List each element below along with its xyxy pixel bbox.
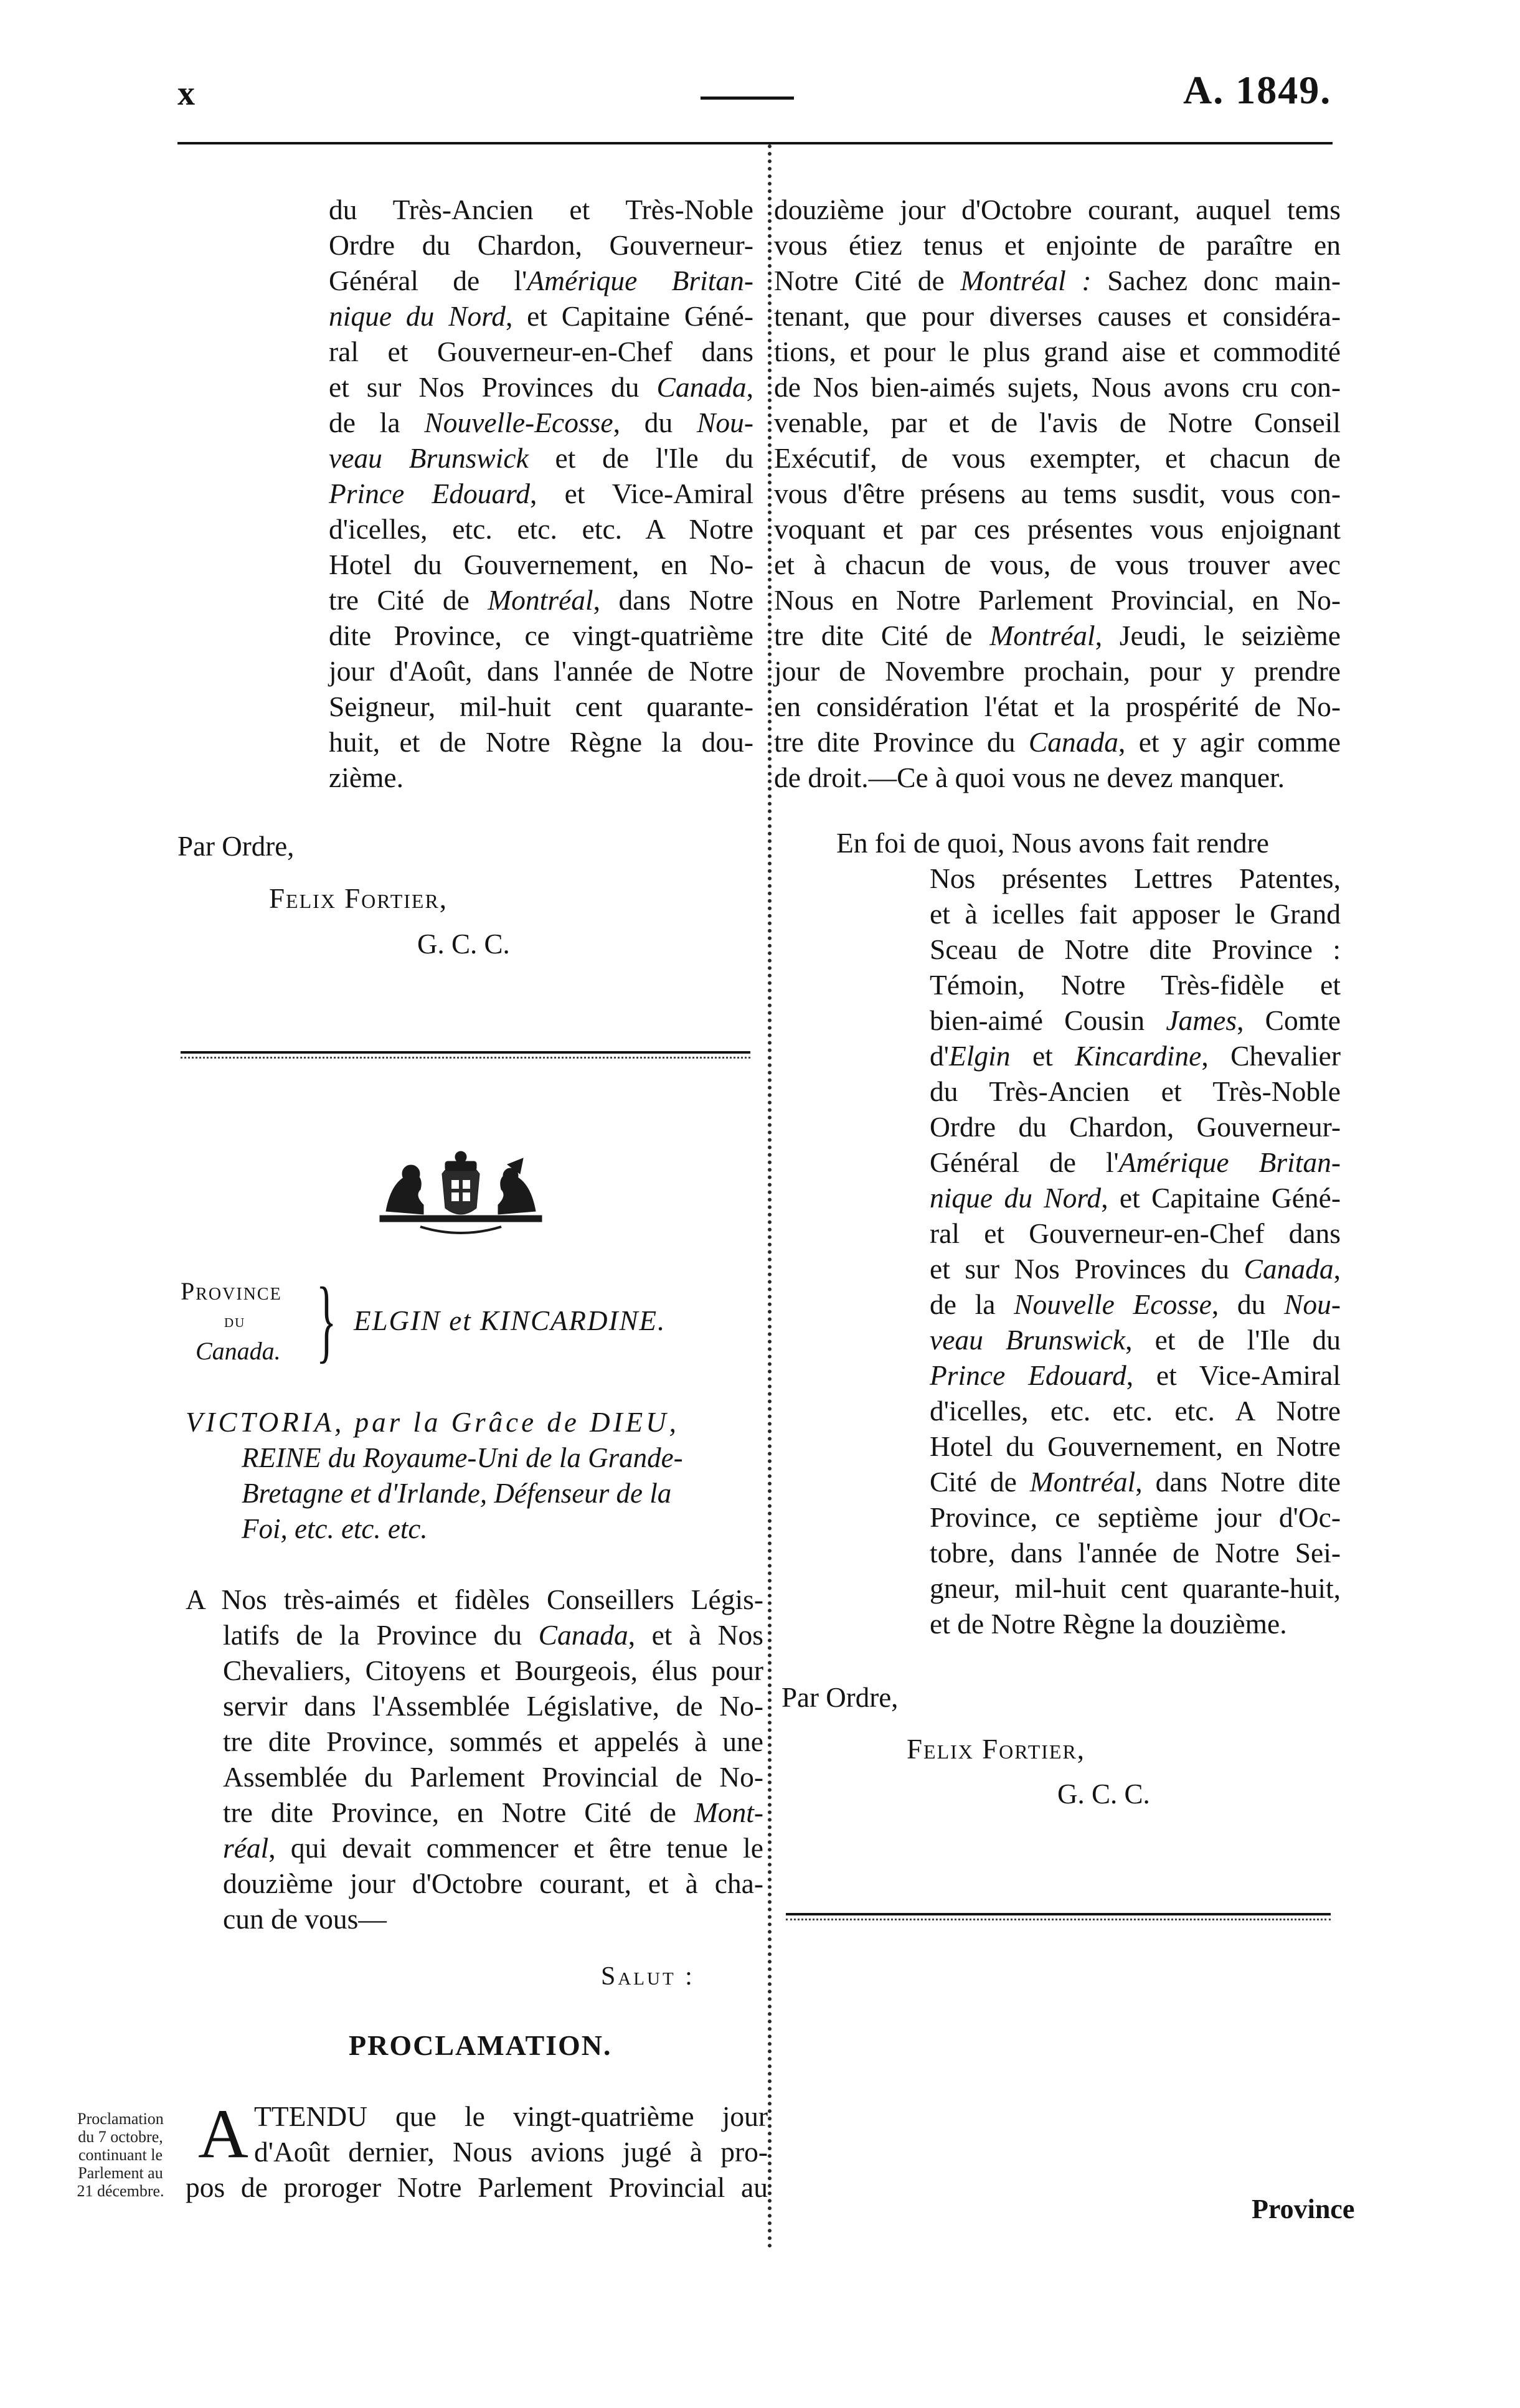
left-signatory-name: Felix Fortier,	[269, 883, 448, 914]
attendu-text	[186, 2099, 768, 2205]
right-top-lines-line: voquant et par ces présentes vous enjoignant	[774, 513, 1341, 545]
en-foi-lines-line: du Très-Ancien et Très-Noble	[930, 1075, 1341, 1107]
province-label-line1: Province	[181, 1277, 282, 1305]
en-foi-lines-line: Province, ce septième jour d'Oc-	[930, 1501, 1341, 1533]
attendu-line: pos de proroger Notre Parlement Provincial au	[186, 2171, 768, 2203]
en-foi-lines-line: nique du Nord, et Capitaine Géné-	[930, 1182, 1341, 1214]
left-top-lines-line: ral et Gouverneur-en-Chef dans	[329, 336, 753, 367]
en-foi-lines-line: gneur, mil-huit cent quarante-huit,	[930, 1572, 1341, 1604]
en-foi-lines-line: Cité de Montréal, dans Notre dite	[930, 1466, 1341, 1498]
left-section-rule-dotted	[181, 1057, 750, 1059]
right-top-lines-line: Notre Cité de Montréal : Sachez donc main-	[774, 265, 1341, 296]
right-section-rule-dotted	[786, 1919, 1331, 1920]
right-top-lines-line: tions, et pour le plus grand aise et commodité	[774, 336, 1341, 367]
header-rule	[177, 142, 1333, 144]
en-foi-lines-line: Prince Edouard, et Vice-Amiral	[930, 1359, 1341, 1391]
attendu-line: d'Août dernier, Nous avions jugé à pro-	[254, 2136, 768, 2168]
en-foi-lines-line: ral et Gouverneur-en-Chef dans	[930, 1217, 1341, 1249]
address-lines-line: A Nos très-aimés et fidèles Conseillers Légis-	[186, 1584, 763, 1615]
right-top-lines-line: tre dite Province du Canada, et y agir comme	[774, 726, 1341, 758]
left-top-lines-line: dite Province, ce vingt-quatrième	[329, 620, 753, 651]
left-top-lines-line: Ordre du Chardon, Gouverneur-	[329, 229, 753, 261]
en-foi-lines-line: Nos présentes Lettres Patentes,	[930, 862, 1341, 894]
address-lines-line: latifs de la Province du Canada, et à Nos	[223, 1619, 763, 1651]
page-number: x	[177, 74, 195, 113]
left-top-lines-line: du Très-Ancien et Très-Noble	[329, 194, 753, 225]
margin-note-line: 21 décembre.	[77, 2182, 164, 2200]
left-continuation-text	[329, 192, 753, 795]
right-top-lines-line: vous d'être présens au tems susdit, vous con-	[774, 478, 1341, 509]
left-top-lines-line: nique du Nord, et Capitaine Géné-	[329, 300, 753, 332]
en-foi-lines-line: d'Elgin et Kincardine, Chevalier	[930, 1040, 1341, 1072]
left-top-lines-line: d'icelles, etc. etc. etc. A Notre	[329, 513, 753, 545]
right-signatory-title: G. C. C.	[1057, 1778, 1150, 1810]
en-foi-lines-line: veau Brunswick, et de l'Ile du	[930, 1324, 1341, 1356]
right-section-rule	[786, 1913, 1331, 1915]
en-foi-lines-line: de la Nouvelle Ecosse, du Nou-	[930, 1288, 1341, 1320]
margin-note-line: Proclamation	[77, 2110, 164, 2128]
address-lines-line: tre dite Province, en Notre Cité de Mont-	[223, 1797, 763, 1828]
right-top-lines-line: de droit.—Ce à quoi vous ne devez manquer.	[774, 762, 1285, 793]
left-signatory-title: G. C. C.	[417, 928, 510, 960]
royal-style-line: VICTORIA, par la Grâce de DIEU,	[186, 1407, 679, 1438]
proclamation-title: PROCLAMATION.	[349, 2029, 612, 2061]
right-top-lines-line: jour de Novembre prochain, pour y prendre	[774, 655, 1341, 687]
address-lines-line: tre dite Province, sommés et appelés à une	[223, 1726, 763, 1757]
curly-brace: }	[316, 1268, 337, 1372]
en-foi-lines-line: tobre, dans l'année de Notre Sei-	[930, 1537, 1341, 1569]
margin-note	[54, 2110, 187, 2200]
left-top-lines-line: tre Cité de Montréal, dans Notre	[329, 584, 754, 616]
right-top-lines-line: de Nos bien-aimés sujets, Nous avons cru con-	[774, 371, 1341, 403]
province-label	[181, 1277, 282, 1366]
en-foi-lines-line: Témoin, Notre Très-fidèle et	[930, 969, 1341, 1001]
en-foi-lines-line: Ordre du Chardon, Gouverneur-	[930, 1111, 1341, 1143]
right-top-lines-line: en considération l'état et la prospérité de No-	[774, 691, 1341, 722]
address-text	[186, 1582, 763, 1937]
attendu-line: TTENDU que le vingt-quatrième jour	[254, 2100, 768, 2132]
address-lines-line: douzième jour d'Octobre courant, et à cha-	[223, 1867, 763, 1899]
session-year: A. 1849.	[1183, 68, 1332, 112]
en-foi-lines-line: Hotel du Gouvernement, en Notre	[930, 1430, 1341, 1462]
right-top-lines-line: Exécutif, de vous exempter, et chacun de	[774, 442, 1341, 474]
header-dash	[701, 97, 794, 100]
royal-coat-of-arms	[361, 1146, 560, 1239]
margin-note-line: continuant le	[78, 2146, 163, 2164]
right-top-lines-line: venable, par et de l'avis de Notre Conseil	[774, 407, 1341, 438]
left-top-lines-line: veau Brunswick et de l'Ile du	[329, 442, 753, 474]
left-par-ordre: Par Ordre,	[177, 831, 295, 862]
right-top-lines-line: tre dite Cité de Montréal, Jeudi, le seizième	[774, 620, 1341, 651]
left-top-lines-line: et sur Nos Provinces du Canada,	[329, 371, 753, 403]
catchword: Province	[1252, 2194, 1355, 2224]
address-lines-line: réal, qui devait commencer et être tenue le	[223, 1832, 763, 1864]
en-foi-first-line: En foi de quoi, Nous avons fait rendre	[836, 827, 1269, 859]
margin-note-line: Parlement au	[78, 2164, 163, 2182]
en-foi-lines-line: d'icelles, etc. etc. etc. A Notre	[930, 1395, 1341, 1427]
right-top-lines-line: vous étiez tenus et enjointe de paraître en	[774, 229, 1341, 261]
en-foi-text	[774, 825, 1341, 1641]
province-label-line3: Canada.	[196, 1337, 281, 1365]
margin-note-line: du 7 octobre,	[78, 2128, 163, 2146]
en-foi-lines-line: et sur Nos Provinces du Canada,	[930, 1253, 1341, 1285]
right-top-lines-line: douzième jour d'Octobre courant, auquel tems	[774, 194, 1341, 225]
royal-style-line: Bretagne et d'Irlande, Défenseur de la	[242, 1478, 672, 1509]
drop-cap: A	[198, 2095, 248, 2173]
en-foi-lines-line: et de Notre Règne la douzième.	[930, 1608, 1287, 1640]
royal-style-line: REINE du Royaume-Uni de la Grande-	[242, 1442, 683, 1473]
salut-greeting: Salut :	[601, 1962, 695, 1991]
en-foi-lines-line: et à icelles fait apposer le Grand	[930, 898, 1341, 930]
right-top-lines-line: tenant, que pour diverses causes et considéra-	[774, 300, 1341, 332]
right-signatory-name: Felix Fortier,	[907, 1734, 1086, 1765]
left-section-rule	[181, 1051, 750, 1054]
address-lines-line: Chevaliers, Citoyens et Bourgeois, élus pour	[223, 1655, 763, 1686]
en-foi-lines-line: Sceau de Notre dite Province :	[930, 933, 1341, 965]
address-lines-line: servir dans l'Assemblée Législative, de No-	[223, 1690, 763, 1722]
address-lines-line: cun de vous—	[223, 1903, 387, 1935]
en-foi-lines-line: bien-aimé Cousin James, Comte	[930, 1004, 1341, 1036]
address-lines-line: Assemblée du Parlement Provincial de No-	[223, 1761, 763, 1793]
right-continuation-text	[774, 192, 1341, 795]
right-top-lines-line: Nous en Notre Parlement Provincial, en No-	[774, 584, 1341, 616]
left-top-lines-line: Prince Edouard, et Vice-Amiral	[329, 478, 753, 509]
left-top-lines-line: huit, et de Notre Règne la dou-	[329, 726, 753, 758]
en-foi-body	[774, 861, 1341, 1641]
right-par-ordre: Par Ordre,	[781, 1682, 899, 1713]
province-label-line2: du	[224, 1311, 246, 1331]
left-top-lines-line: jour d'Août, dans l'année de Notre	[329, 655, 753, 687]
left-top-lines-line: Hotel du Gouvernement, en No-	[329, 549, 753, 580]
left-top-lines-line: zième.	[329, 762, 404, 793]
en-foi-lines-line: Général de l'Amérique Britan-	[930, 1146, 1341, 1178]
column-divider	[768, 144, 772, 2249]
royal-style-line: Foi, etc. etc. etc.	[242, 1513, 428, 1544]
left-top-lines-line: Seigneur, mil-huit cent quarante-	[329, 691, 753, 722]
royal-style	[186, 1405, 763, 1547]
governor-title: ELGIN et KINCARDINE.	[354, 1305, 666, 1336]
left-top-lines-line: Général de l'Amérique Britan-	[329, 265, 753, 296]
right-top-lines-line: et à chacun de vous, de vous trouver avec	[774, 549, 1341, 580]
left-top-lines-line: de la Nouvelle-Ecosse, du Nou-	[329, 407, 753, 438]
